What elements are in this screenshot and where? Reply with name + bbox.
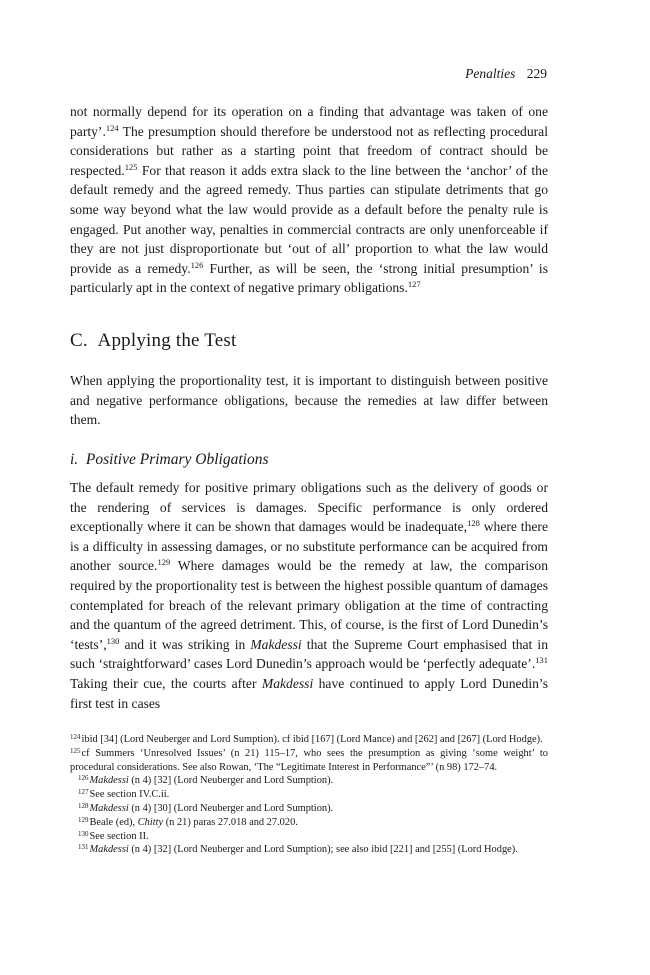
footnote-ref[interactable]: 131 <box>535 655 548 666</box>
footnote-text: ibid [34] (Lord Neuberger and Lord Sumption). cf ibid [167] (Lord Mance) and [262] and [267] (Lord Hodge). <box>81 734 543 745</box>
footnote-text: (n 21) paras 27.018 and 27.020. <box>163 816 298 828</box>
footnote-ref[interactable]: 126 <box>190 259 204 270</box>
footnote-text: Beale (ed), <box>89 816 138 828</box>
footnote-number: 124 <box>70 733 81 741</box>
footnote-number: 130 <box>78 829 89 838</box>
footnote-131 <box>70 843 548 857</box>
text-segment: Taking their cue, the courts after <box>70 675 262 691</box>
footnote-ref[interactable]: 128 <box>467 518 480 529</box>
footnote-number: 125 <box>70 746 81 755</box>
footnote-130 <box>70 830 548 844</box>
footnote-number: 127 <box>78 788 89 797</box>
footnote-128 <box>70 802 548 816</box>
section-heading: C. Applying the Test <box>70 330 237 351</box>
text-segment: not normally depend for its operation on a finding that advantage was taken of one party’. <box>70 104 548 139</box>
footnote-text: (n 4) [30] (Lord Neuberger and Lord Sumption). <box>128 802 334 814</box>
footnote-text: See section II. <box>89 830 149 842</box>
text-segment: have continued to apply Lord Dunedin’s first test in cases <box>70 675 548 711</box>
text-segment: and it was striking in <box>119 636 251 652</box>
footnote-number: 129 <box>78 815 89 824</box>
footnote-case: Makdessi <box>89 844 129 856</box>
footnote-127 <box>70 788 548 802</box>
subsection-heading: i. Positive Primary Obligations <box>70 451 269 468</box>
footnote-case: Makdessi <box>89 775 129 787</box>
footnote-ref[interactable]: 124 <box>105 122 119 133</box>
footnote-case: Chitty <box>137 816 164 828</box>
footnote-text: See section IV.C.ii. <box>89 789 170 801</box>
paragraph-1 <box>70 102 548 298</box>
paragraph-2: When applying the proportionality test, it is important to distinguish between positive and negative performance obligations, because the remedies at law differ between them. <box>70 373 548 428</box>
footnotes <box>70 733 548 857</box>
page-number: 229 <box>526 66 547 81</box>
footnote-ref[interactable]: 129 <box>157 557 171 568</box>
case-name: Makdessi <box>261 675 314 691</box>
paragraph-3 <box>70 478 548 713</box>
text-segment: The presumption should therefore be understood not as reflecting procedural considerations but rather as a starting point that freedom of contract should be respected. <box>70 123 548 178</box>
footnote-case: Makdessi <box>89 802 129 814</box>
footnote-number: 126 <box>78 774 89 783</box>
footnote-ref[interactable]: 130 <box>106 635 120 646</box>
footnote-ref[interactable]: 125 <box>124 161 138 172</box>
footnote-ref[interactable]: 127 <box>407 279 421 290</box>
footnote-text: (n 4) [32] (Lord Neuberger and Lord Sumption); see also ibid [221] and [255] (Lord Hodge). <box>128 844 518 856</box>
footnote-126 <box>70 774 548 788</box>
footnote-number: 131 <box>78 843 89 852</box>
footnote-text: (n 4) [32] (Lord Neuberger and Lord Sumption). <box>128 775 334 787</box>
footnote-129 <box>70 816 548 830</box>
text-segment: that the Supreme Court emphasised that in such ‘straightforward’ cases Lord Dunedin’s approach would be ‘perfectly adequate’. <box>70 636 548 672</box>
running-header <box>465 66 547 82</box>
text-segment: For that reason it adds extra slack to the line between the ‘anchor’ of the default remedy and the agreed remedy. Thus parties can stipulate detriments that go some way beyond what the law would provide as a default before the penalty rule is engaged. Put another way, penalties in commercial contracts are only unenforceable if they are not just disproportionate but ‘out of all’ proportion to what the law would provide as a remedy. <box>70 162 548 276</box>
text-segment: The default remedy for positive primary obligations such as the delivery of goods or the rendering of services is damages. Specific performance is only ordered exceptionally where it can be shown that damages would be inadequate, <box>70 480 548 535</box>
case-name: Makdessi <box>250 636 302 652</box>
footnote-text: cf Summers ‘Unresolved Issues’ (n 21) 115–17, who sees the presumption as giving ‘some weight’ to procedural considerations. See also Rowan, ‘The “Legitimate Interest in Performance”’ (n 98) 172–74. <box>70 747 548 773</box>
running-title: Penalties <box>465 66 516 81</box>
footnote-125 <box>70 747 548 775</box>
text-segment: where there is a difficulty in assessing damages, or no substitute performance can be acquired from another source. <box>70 519 548 574</box>
footnote-number: 128 <box>78 801 89 810</box>
text-segment: Further, as will be seen, the ‘strong initial presumption’ is particularly apt in the context of negative primary obligations. <box>70 260 549 296</box>
text-segment: Where damages would be the remedy at law, the comparison required by the proportionality test is between the highest possible quantum of damages contemplated for breach of the relevant primary obligation at the time of contracting and the quantum of the agreed detriment. This, of course, is the first of Lord Dunedin’s ‘tests’, <box>70 558 548 652</box>
footnote-124 <box>70 733 548 747</box>
